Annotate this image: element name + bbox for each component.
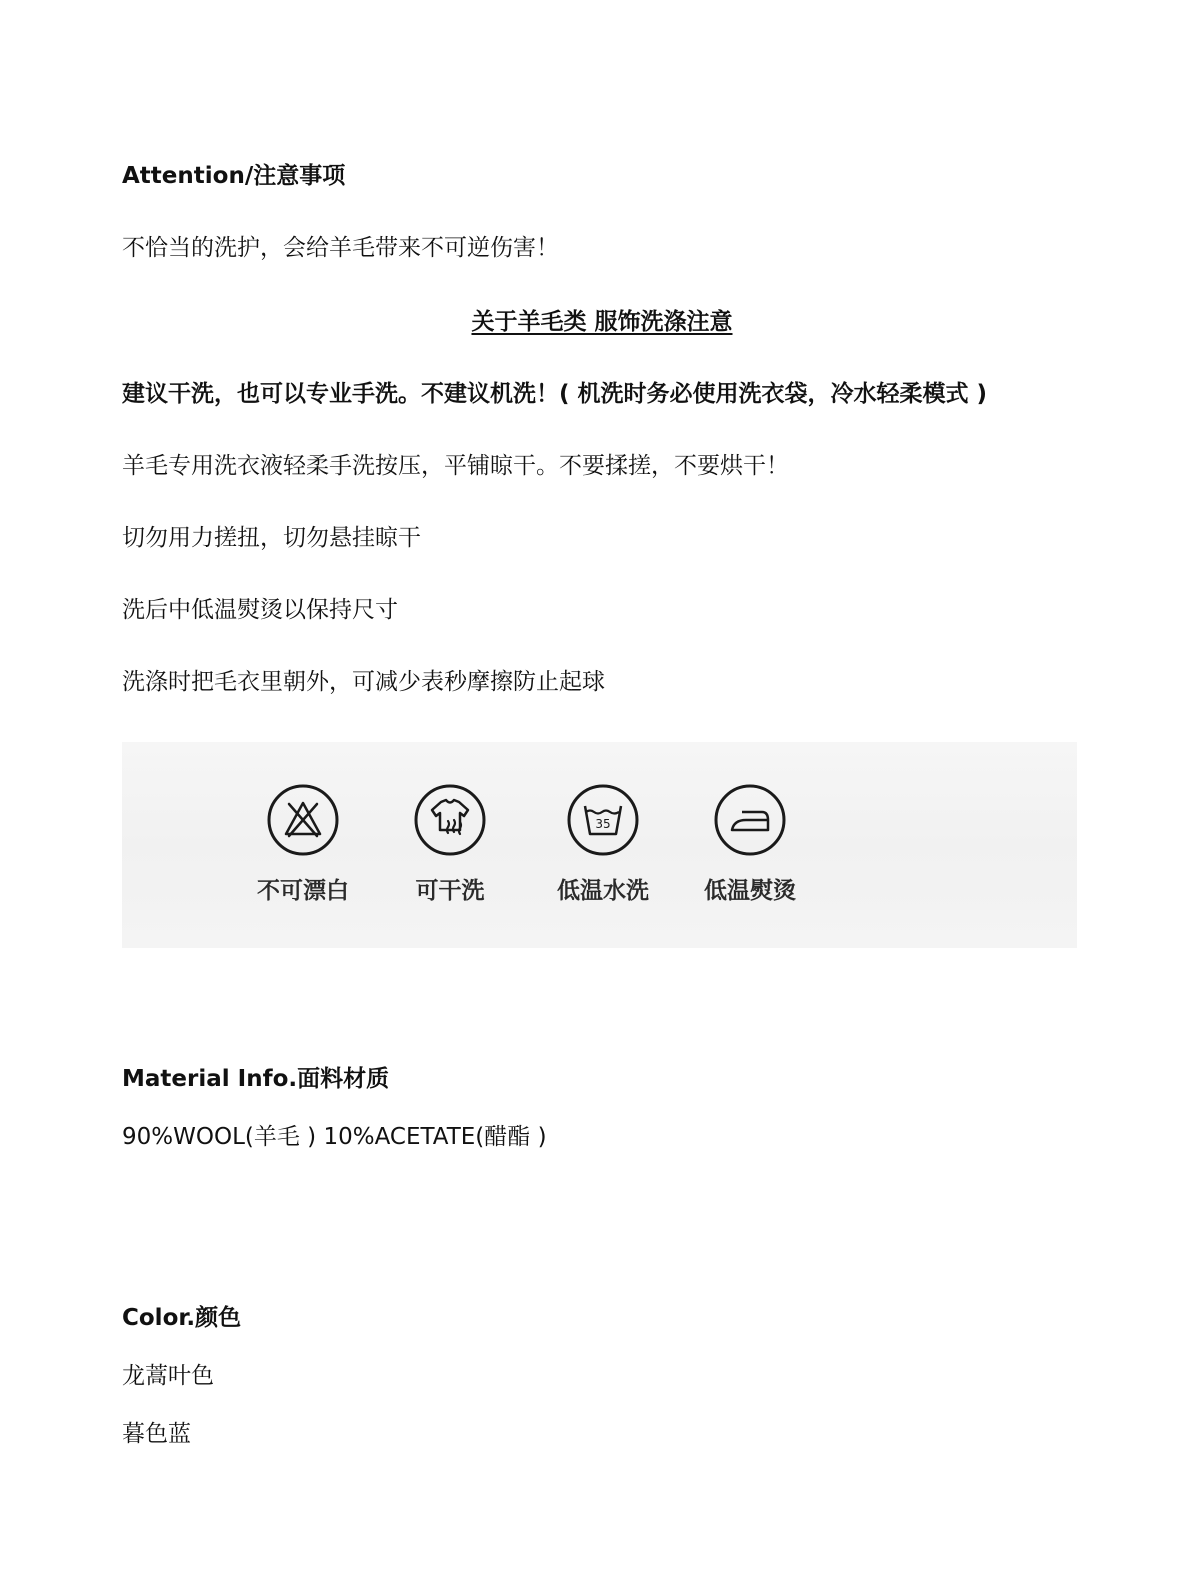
care-label: 不可漂白 [257,878,349,904]
care-tip: 羊毛专用洗衣液轻柔手洗按压，平铺晾干。不要揉搓，不要烘干！ [122,453,789,479]
attention-warning: 不恰当的洗护，会给羊毛带来不可逆伤害！ [122,235,559,261]
no-bleach-icon [265,782,341,858]
care-symbol-low-temp-wash [543,782,663,905]
care-label: 低温熨烫 [704,878,796,904]
wool-care-title: 关于羊毛类 服饰洗涤注意 [471,309,733,335]
color-option: 龙蒿叶色 [122,1363,214,1389]
care-tip: 洗后中低温熨烫以保持尺寸 [122,597,398,623]
wash-recommendation: 建议干洗，也可以专业手洗。不建议机洗！( 机洗时务必使用洗衣袋，冷水轻柔模式 ) [122,381,988,407]
color-option: 暮色蓝 [122,1421,191,1447]
care-symbol-no-bleach [243,782,363,905]
care-tip: 切勿用力搓扭，切勿悬挂晾干 [122,525,421,551]
material-value: 90%WOOL(羊毛 ) 10%ACETATE(醋酯 ) [122,1124,547,1150]
material-heading: Material Info.面料材质 [122,1066,390,1092]
attention-heading: Attention/注意事项 [122,163,346,189]
dry-clean-icon [412,782,488,858]
low-temp-wash-icon [565,782,641,858]
low-temp-iron-icon [712,782,788,858]
care-label: 可干洗 [415,878,485,904]
care-tip: 洗涤时把毛衣里朝外，可减少表秒摩擦防止起球 [122,669,605,695]
care-symbols-panel [122,742,1077,948]
color-heading: Color.颜色 [122,1305,242,1331]
care-symbol-dry-clean [390,782,510,905]
care-symbol-low-temp-iron [690,782,810,905]
care-label: 低温水洗 [557,878,649,904]
wash-temperature: 35 [595,817,611,831]
